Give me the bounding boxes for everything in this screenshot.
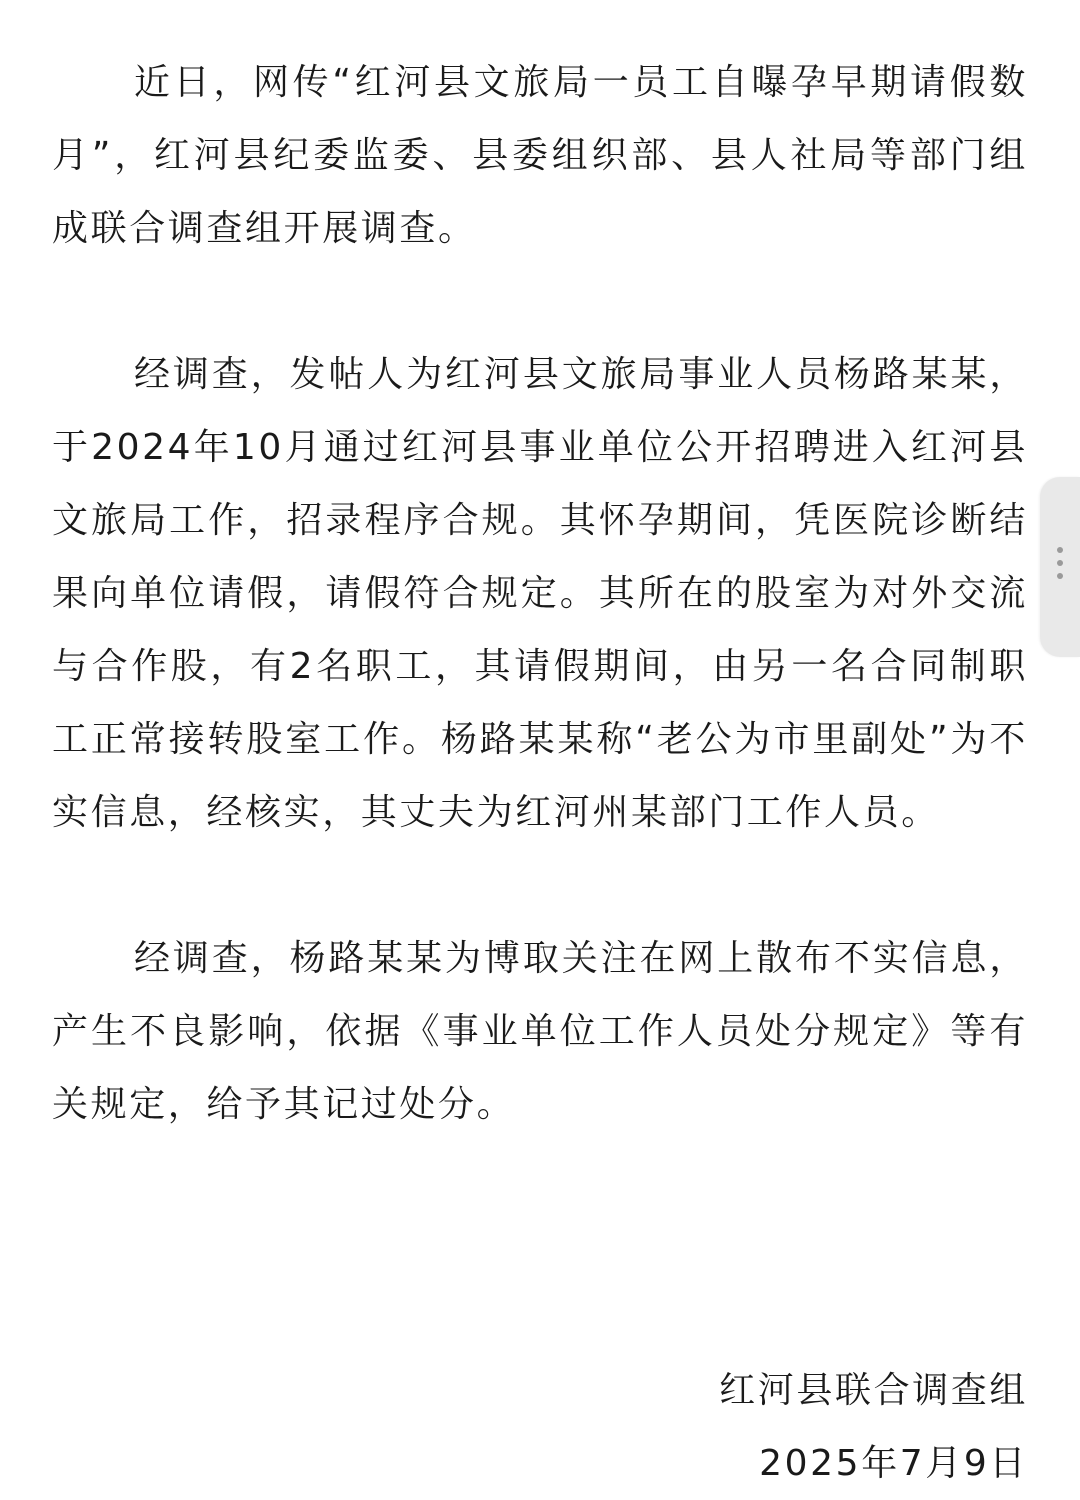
signature-date: 2025年7月9日 bbox=[759, 1443, 1028, 1484]
side-menu-tab[interactable] bbox=[1040, 477, 1080, 657]
more-vertical-icon bbox=[1056, 547, 1064, 587]
document-body bbox=[52, 46, 1028, 1141]
paragraph-decision: 经调查，杨路某某为博取关注在网上散布不实信息，产生不良影响，依据《事业单位工作人员处分规定》等有关规定，给予其记过处分。 bbox=[52, 938, 1028, 1125]
signature-organization: 红河县联合调查组 bbox=[719, 1370, 1028, 1411]
paragraph-findings: 经调查，发帖人为红河县文旅局事业人员杨路某某，于2024年10月通过红河县事业单位公开招聘进入红河县文旅局工作，招录程序合规。其怀孕期间，凭医院诊断结果向单位请假，请假符合规定。其所在的股室为对外交流与合作股，有2名职工，其请假期间，由另一名合同制职工正常接转股室工作。杨路某某称“老公为市里副处”为不实信息，经核实，其丈夫为红河州某部门工作人员。 bbox=[52, 354, 1028, 833]
paragraph-intro: 近日，网传“红河县文旅局一员工自曝孕早期请假数月”，红河县纪委监委、县委组织部、县人社局等部门组成联合调查组开展调查。 bbox=[52, 62, 1028, 249]
